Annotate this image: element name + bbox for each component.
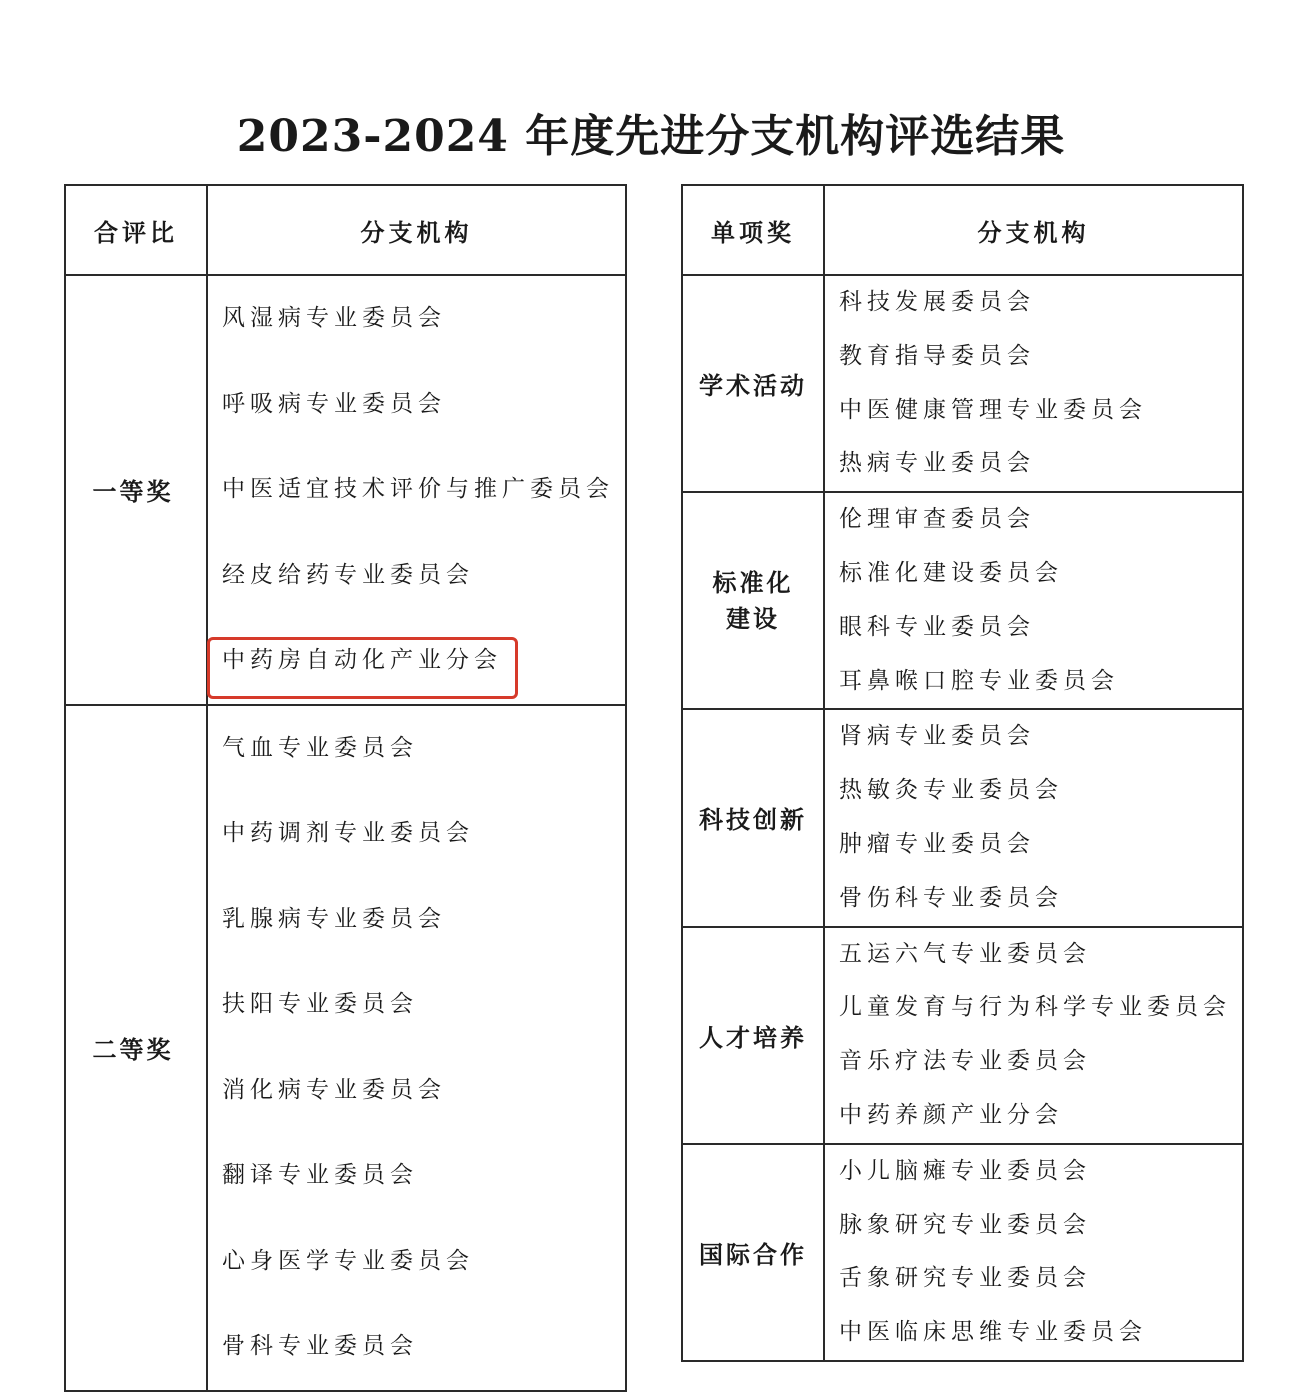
org-list bbox=[824, 275, 1243, 492]
table-row bbox=[682, 1144, 1243, 1361]
org-item: 小儿脑瘫专业委员会 bbox=[839, 1157, 1091, 1184]
header-row bbox=[65, 185, 626, 275]
org-list bbox=[207, 705, 626, 1391]
org-item: 热敏灸专业委员会 bbox=[839, 777, 1063, 804]
col-header-category: 合评比 bbox=[65, 185, 207, 275]
org-item: 中医适宜技术评价与推广委员会 bbox=[222, 476, 614, 502]
col-header-org: 分支机构 bbox=[824, 185, 1243, 275]
org-item: 科技发展委员会 bbox=[839, 289, 1035, 315]
org-item: 五运六气专业委员会 bbox=[839, 940, 1091, 967]
table-row bbox=[682, 275, 1243, 492]
org-item: 热病专业委员会 bbox=[839, 450, 1035, 477]
org-list bbox=[824, 1144, 1243, 1361]
page-title: 2023-2024 年度先进分支机构评选结果 bbox=[236, 111, 1066, 162]
highlight-box bbox=[207, 637, 518, 699]
org-item: 舌象研究专业委员会 bbox=[839, 1265, 1091, 1292]
award-category: 一等奖 bbox=[65, 275, 207, 705]
org-item: 肿瘤专业委员会 bbox=[839, 830, 1035, 857]
org-item: 气血专业委员会 bbox=[222, 734, 418, 761]
award-category: 学术活动 bbox=[682, 275, 824, 492]
org-item: 风湿病专业委员会 bbox=[222, 305, 446, 331]
org-item: 脉象研究专业委员会 bbox=[839, 1211, 1091, 1238]
org-list bbox=[824, 709, 1243, 926]
org-item: 教育指导委员会 bbox=[839, 342, 1035, 369]
org-list bbox=[824, 927, 1243, 1144]
org-item: 消化病专业委员会 bbox=[222, 1076, 446, 1103]
org-item: 中药房自动化产业分会 bbox=[222, 647, 502, 673]
org-item: 扶阳专业委员会 bbox=[222, 991, 418, 1017]
header-row bbox=[682, 185, 1243, 275]
org-item: 骨科专业委员会 bbox=[222, 1333, 418, 1359]
col-header-org: 分支机构 bbox=[207, 185, 626, 275]
org-item: 肾病专业委员会 bbox=[839, 723, 1035, 750]
table-row bbox=[682, 927, 1243, 1144]
org-item: 眼科专业委员会 bbox=[839, 613, 1035, 640]
org-item: 中药养颜产业分会 bbox=[839, 1101, 1063, 1128]
org-item: 伦理审查委员会 bbox=[839, 506, 1035, 533]
org-item: 心身医学专业委员会 bbox=[222, 1247, 474, 1274]
table-row bbox=[65, 705, 626, 1391]
org-item: 呼吸病专业委员会 bbox=[222, 390, 446, 417]
org-item: 经皮给药专业委员会 bbox=[222, 561, 474, 588]
org-item: 中医健康管理专业委员会 bbox=[839, 396, 1147, 423]
award-category: 国际合作 bbox=[682, 1144, 824, 1361]
org-item: 翻译专业委员会 bbox=[222, 1162, 418, 1188]
comprehensive-award-table bbox=[64, 184, 627, 1392]
award-category: 科技创新 bbox=[682, 709, 824, 926]
org-item: 标准化建设委员会 bbox=[839, 559, 1063, 586]
org-item: 中医临床思维专业委员会 bbox=[839, 1319, 1147, 1346]
table-row bbox=[682, 492, 1243, 709]
org-item: 儿童发育与行为科学专业委员会 bbox=[839, 994, 1231, 1021]
org-item: 音乐疗法专业委员会 bbox=[839, 1048, 1091, 1075]
org-item: 耳鼻喉口腔专业委员会 bbox=[839, 667, 1119, 694]
org-item: 乳腺病专业委员会 bbox=[222, 905, 446, 932]
single-award-table bbox=[681, 184, 1244, 1362]
org-item: 中药调剂专业委员会 bbox=[222, 820, 474, 846]
col-header-category: 单项奖 bbox=[682, 185, 824, 275]
org-item: 骨伤科专业委员会 bbox=[839, 884, 1063, 911]
award-category bbox=[682, 492, 824, 709]
award-category: 二等奖 bbox=[65, 705, 207, 1391]
award-category: 人才培养 bbox=[682, 927, 824, 1144]
award-category-label: 标准化建设 bbox=[712, 567, 794, 633]
org-list bbox=[824, 492, 1243, 709]
table-row bbox=[682, 709, 1243, 926]
